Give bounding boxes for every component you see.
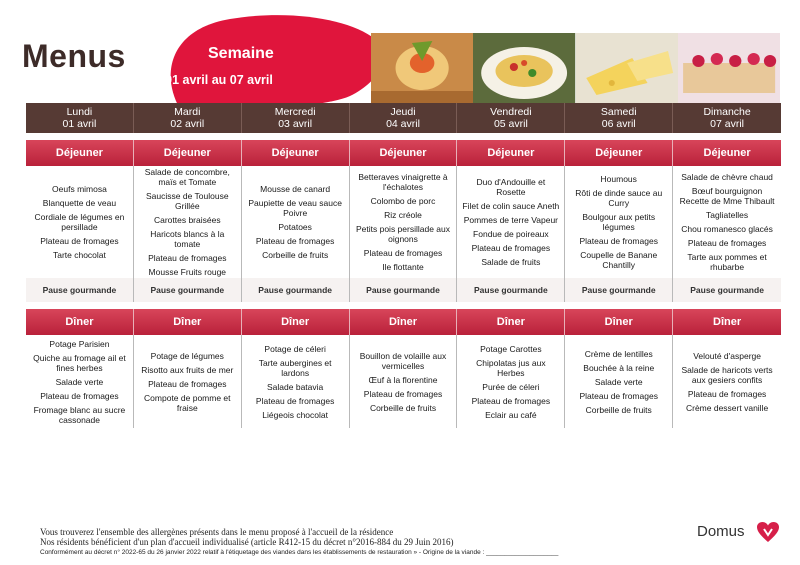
domusvi-logo: Domus (697, 523, 745, 540)
dish-item: Duo d'Andouille et Rosette (476, 177, 546, 197)
day-header-cell (673, 103, 781, 133)
heart-logo-icon (756, 521, 780, 543)
plan-note: Nos résidents bénéficient d'un plan d'accueil individualisé (article R412-15 du décret n°2016-884 du 29 Juin 2016) (40, 537, 454, 547)
dish-item: Plateau de fromages (471, 395, 551, 406)
dish-item: Crème dessert vanille (685, 402, 769, 413)
dish-item: Filet de colin sauce Aneth (462, 201, 560, 211)
dish-item: Saucisse de Toulouse Grillée (146, 191, 229, 211)
day-name: Jeudi (390, 106, 416, 118)
day-date: 05 avril (493, 118, 528, 130)
dish-item: Corbeille de fruits (585, 404, 652, 415)
pause-label: Pause gourmande (242, 278, 350, 302)
menu-table (26, 103, 781, 428)
dish-item: Corbeille de fruits (262, 250, 329, 260)
dinner-label: Dîner (350, 309, 458, 335)
dish-item: Salade verte (55, 376, 104, 387)
days-header-row (26, 103, 781, 133)
dish-item: Risotto aux fruits de mer (141, 364, 234, 375)
dinner-day-cell (673, 335, 781, 428)
dinner-label: Dîner (26, 309, 134, 335)
dish-item: Plateau de fromages (687, 238, 767, 248)
dish-item: Chou romanesco glacés (681, 224, 773, 234)
day-name: Lundi (66, 106, 93, 118)
footer-notes (40, 527, 558, 557)
dish-item: Paupiette de veau sauce Poivre (248, 198, 342, 218)
dish-item: Potage Carottes (480, 343, 542, 354)
dish-item: Petits pois persillade aux oignons (355, 224, 451, 244)
dinner-label: Dîner (673, 309, 781, 335)
pause-label: Pause gourmande (565, 278, 673, 302)
dish-item: Potatoes (278, 222, 312, 232)
dish-item: Mousse Fruits rouge (148, 267, 227, 277)
cheese-photo (576, 33, 678, 103)
dish-item: Quiche au fromage ail et fines herbes (33, 352, 126, 373)
day-date: 07 avril (710, 118, 745, 130)
day-header-cell (26, 103, 134, 133)
day-date: 06 avril (601, 118, 636, 130)
dish-item: Coupelle de Banane Chantilly (580, 250, 658, 270)
dish-item: Tagliatelles (706, 210, 749, 220)
dish-item: Houmous (600, 174, 637, 184)
dinner-label: Dîner (242, 309, 350, 335)
dish-item: Fondue de poireaux (473, 229, 549, 239)
dish-item: Colombo de porc (370, 196, 436, 206)
dish-item: Eclair au café (485, 409, 537, 420)
lunch-day-cell (457, 166, 565, 278)
lunch-day-cell (242, 166, 350, 278)
day-name: Samedi (600, 106, 637, 118)
dish-item: Potage de légumes (150, 350, 224, 361)
dinner-day-cell (134, 335, 242, 428)
dinner-header-row (26, 309, 781, 335)
dish-item: Betteraves vinaigrette à l'échalotes (358, 172, 448, 192)
day-header-cell (350, 103, 458, 133)
dish-item: Purée de céleri (482, 381, 540, 392)
day-date: 01 avril (62, 118, 97, 130)
dish-item: Plateau de fromages (471, 243, 551, 253)
day-date: 04 avril (386, 118, 420, 130)
dish-item: Plateau de fromages (579, 236, 658, 246)
dish-item: Plateau de fromages (148, 378, 227, 389)
dish-item: Salade de haricots verts aux gesiers confits (681, 364, 773, 385)
dish-item: Tarte chocolat (52, 250, 106, 260)
dish-item: Plateau de fromages (40, 236, 119, 246)
dinner-dishes-row (26, 335, 781, 428)
dish-item: Plateau de fromages (255, 236, 335, 246)
dish-item: Plateau de fromages (255, 395, 335, 406)
dish-item: Plateau de fromages (579, 390, 658, 401)
dish-item: Boulgour aux petits légumes (582, 212, 656, 232)
dish-item: Tarte aubergines et lardons (258, 357, 332, 378)
dish-item: Compote de pomme et fraise (144, 392, 231, 413)
dish-item: Salade batavia (267, 381, 324, 392)
dinner-day-cell (565, 335, 673, 428)
dinner-day-cell (26, 335, 134, 428)
dish-item: Plateau de fromages (363, 248, 443, 258)
pause-label: Pause gourmande (26, 278, 134, 302)
dish-item: Ile flottante (382, 262, 424, 272)
allergen-note: Vous trouverez l'ensemble des allergènes présents dans le menu proposé à l'accueil de la résidence (40, 527, 394, 537)
lunch-label: Déjeuner (673, 140, 781, 166)
day-header-cell (457, 103, 565, 133)
dish-item: Potage de céleri (264, 343, 326, 354)
dish-item: Tarte aux pommes et rhubarbe (687, 252, 767, 272)
pause-label: Pause gourmande (457, 278, 565, 302)
dish-item: Bœuf bourguignon Recette de Mme Thibault (679, 186, 775, 206)
dish-item: Liégeois chocolat (262, 409, 328, 420)
lunch-label: Déjeuner (26, 140, 134, 166)
day-date: 02 avril (170, 118, 205, 130)
dish-item: Plateau de fromages (687, 388, 767, 399)
raspberry-tart-photo (678, 33, 780, 103)
dish-item: Rôti de dinde sauce au Curry (575, 188, 663, 208)
pause-row (26, 278, 781, 302)
page-title: Menus (22, 38, 126, 74)
dish-item: Mousse de canard (260, 184, 331, 194)
day-name: Vendredi (490, 106, 532, 118)
dinner-label: Dîner (565, 309, 673, 335)
pause-label: Pause gourmande (673, 278, 781, 302)
lunch-day-cell (134, 166, 242, 278)
lunch-label: Déjeuner (565, 140, 673, 166)
dish-item: Plateau de fromages (148, 253, 227, 263)
dish-item: Haricots blancs à la tomate (150, 229, 225, 249)
dish-item: Pommes de terre Vapeur (463, 215, 559, 225)
food-photos (371, 33, 780, 103)
lunch-dishes-row (26, 166, 781, 278)
lunch-label: Déjeuner (350, 140, 458, 166)
dinner-day-cell (350, 335, 458, 428)
day-header-cell (565, 103, 673, 133)
day-header-cell (242, 103, 350, 133)
lunch-day-cell (350, 166, 458, 278)
dish-item: Oeufs mimosa (52, 184, 107, 194)
dish-item: Riz créole (384, 210, 422, 220)
lunch-day-cell (673, 166, 781, 278)
dish-item: Plateau de fromages (40, 390, 119, 401)
pasta-plate-photo (473, 33, 575, 103)
meat-origin-note: Conformément au décret n° 2022-65 du 26 janvier 2022 relatif à l'étiquetage des viandes dans les établissements de restauration » - Origine de la viande : ____________________ (40, 549, 559, 556)
week-label: Semaine (208, 45, 274, 62)
dish-item: Œuf à la florentine (368, 374, 438, 385)
lunch-day-cell (565, 166, 673, 278)
dish-item: Salade de chèvre chaud (681, 172, 773, 182)
dish-item: Salade de fruits (481, 257, 541, 267)
dish-item: Chipolatas jus aux Herbes (476, 357, 546, 378)
dish-item: Plateau de fromages (363, 388, 443, 399)
lunch-label: Déjeuner (457, 140, 565, 166)
day-header-cell (134, 103, 242, 133)
lunch-header-row (26, 140, 781, 166)
dish-item: Salade de concombre, maïs et Tomate (144, 167, 230, 187)
dish-item: Fromage blanc au sucre cassonade (33, 404, 126, 425)
dinner-day-cell (242, 335, 350, 428)
dish-item: Blanquette de veau (42, 198, 117, 208)
dinner-day-cell (457, 335, 565, 428)
dessert-glass-photo (371, 33, 473, 103)
dish-item: Potage Parisien (49, 338, 110, 349)
day-name: Mardi (174, 106, 201, 118)
dish-item: Carottes braisées (153, 215, 221, 225)
pause-label: Pause gourmande (350, 278, 458, 302)
lunch-label: Déjeuner (242, 140, 350, 166)
dish-item: Bouchée à la reine (583, 362, 655, 373)
day-name: Mercredi (274, 106, 316, 118)
dish-item: Crème de lentilles (584, 348, 653, 359)
dinner-label: Dîner (134, 309, 242, 335)
dinner-label: Dîner (457, 309, 565, 335)
lunch-label: Déjeuner (134, 140, 242, 166)
dish-item: Bouillon de volaille aux vermicelles (359, 350, 447, 371)
dish-item: Velouté d'asperge (693, 350, 761, 361)
day-name: Dimanche (703, 106, 751, 118)
lunch-day-cell (26, 166, 134, 278)
dish-item: Cordiale de légumes en persillade (34, 212, 125, 232)
pause-label: Pause gourmande (134, 278, 242, 302)
week-dates: Du 01 avril au 07 avril (145, 73, 273, 87)
day-date: 03 avril (278, 118, 313, 130)
dish-item: Corbeille de fruits (369, 402, 437, 413)
dish-item: Salade verte (594, 376, 643, 387)
